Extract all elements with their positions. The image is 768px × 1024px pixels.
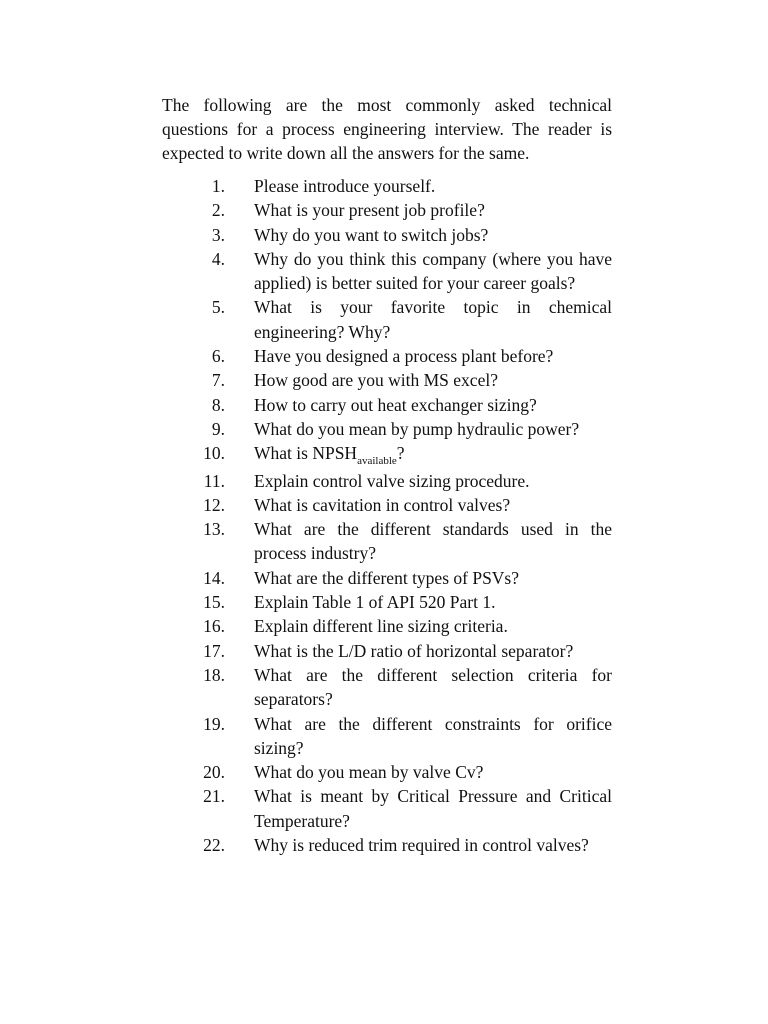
item-number: 16. (203, 616, 225, 637)
npsh-subscript: available (357, 455, 397, 468)
item-number: 15. (203, 592, 225, 613)
list-item (162, 833, 612, 857)
item-number: 17. (203, 640, 225, 661)
list-item (162, 393, 612, 417)
item-number: 5. (211, 297, 225, 318)
item-number: 12. (203, 494, 225, 515)
list-item (162, 566, 612, 590)
list-item (162, 590, 612, 614)
list-item (162, 223, 612, 247)
list-item (162, 760, 612, 784)
item-text: What is your present job profile? (254, 200, 485, 221)
list-item (162, 198, 612, 222)
item-number: 3. (211, 224, 225, 245)
item-text: Please introduce yourself. (254, 176, 436, 196)
list-item (162, 614, 612, 638)
item-text: Explain Table 1 of API 520 Part 1. (254, 592, 496, 613)
item-text: What are the different standards used in the process industry? (254, 519, 612, 564)
item-number: 21. (203, 786, 225, 807)
item-number: 7. (211, 370, 225, 391)
list-item (162, 441, 612, 468)
item-text: What are the different selection criteria for separators? (254, 664, 612, 710)
list-item (162, 417, 612, 441)
item-text: What do you mean by valve Cv? (254, 762, 484, 783)
item-text: Why do you want to switch jobs? (254, 224, 489, 245)
list-item (162, 663, 612, 712)
list-item (162, 174, 612, 198)
list-item (162, 469, 612, 493)
item-number: 2. (211, 200, 225, 221)
item-text: Have you designed a process plant before? (254, 346, 554, 367)
item-text: What are the different constraints for orifice sizing? (254, 713, 612, 758)
item-text: How to carry out heat exchanger sizing? (254, 394, 537, 415)
item-text: Explain different line sizing criteria. (254, 616, 508, 637)
list-item (162, 639, 612, 663)
item-text: Explain control valve sizing procedure. (254, 470, 530, 491)
item-number: 19. (203, 713, 225, 734)
item-text: What is the L/D ratio of horizontal separator? (254, 640, 574, 661)
item-number: 22. (203, 835, 225, 856)
item-number: 20. (203, 762, 225, 783)
list-item (162, 295, 612, 344)
item-number: 14. (203, 567, 225, 588)
item-number: 8. (211, 394, 225, 415)
list-item (162, 493, 612, 517)
item-number: 10. (203, 443, 225, 464)
item-text: Why do you think this company (where you have applied) is better suited for your career goals? (254, 248, 612, 294)
item-number: 11. (203, 470, 225, 491)
list-item (162, 784, 612, 833)
question-list (162, 174, 612, 857)
item-text: What is meant by Critical Pressure and Critical Temperature? (254, 786, 612, 831)
item-text: What is your favorite topic in chemical engineering? Why? (254, 297, 612, 342)
list-item (162, 517, 612, 566)
item-text: What is cavitation in control valves? (254, 494, 511, 515)
list-item (162, 368, 612, 392)
item-text-main: What is NPSH (254, 443, 358, 464)
item-text: What do you mean by pump hydraulic power? (254, 418, 580, 439)
item-number: 13. (203, 519, 225, 540)
item-text-end: ? (396, 443, 405, 464)
item-number: 1. (211, 176, 225, 196)
list-item (162, 344, 612, 368)
item-text: Why is reduced trim required in control valves? (254, 835, 589, 856)
intro-paragraph: The following are the most commonly asked technical questions for a process engineering interview. The reader is expected to write down all the answers for the same. (162, 95, 612, 163)
item-number: 6. (211, 346, 225, 367)
item-number: 4. (211, 248, 225, 269)
item-number: 9. (211, 418, 225, 439)
list-item (162, 247, 612, 296)
list-item (162, 712, 612, 761)
document-page (162, 93, 612, 857)
item-text: What are the different types of PSVs? (254, 567, 520, 588)
item-text (254, 441, 612, 468)
item-text: How good are you with MS excel? (254, 370, 498, 391)
item-number: 18. (203, 664, 225, 685)
